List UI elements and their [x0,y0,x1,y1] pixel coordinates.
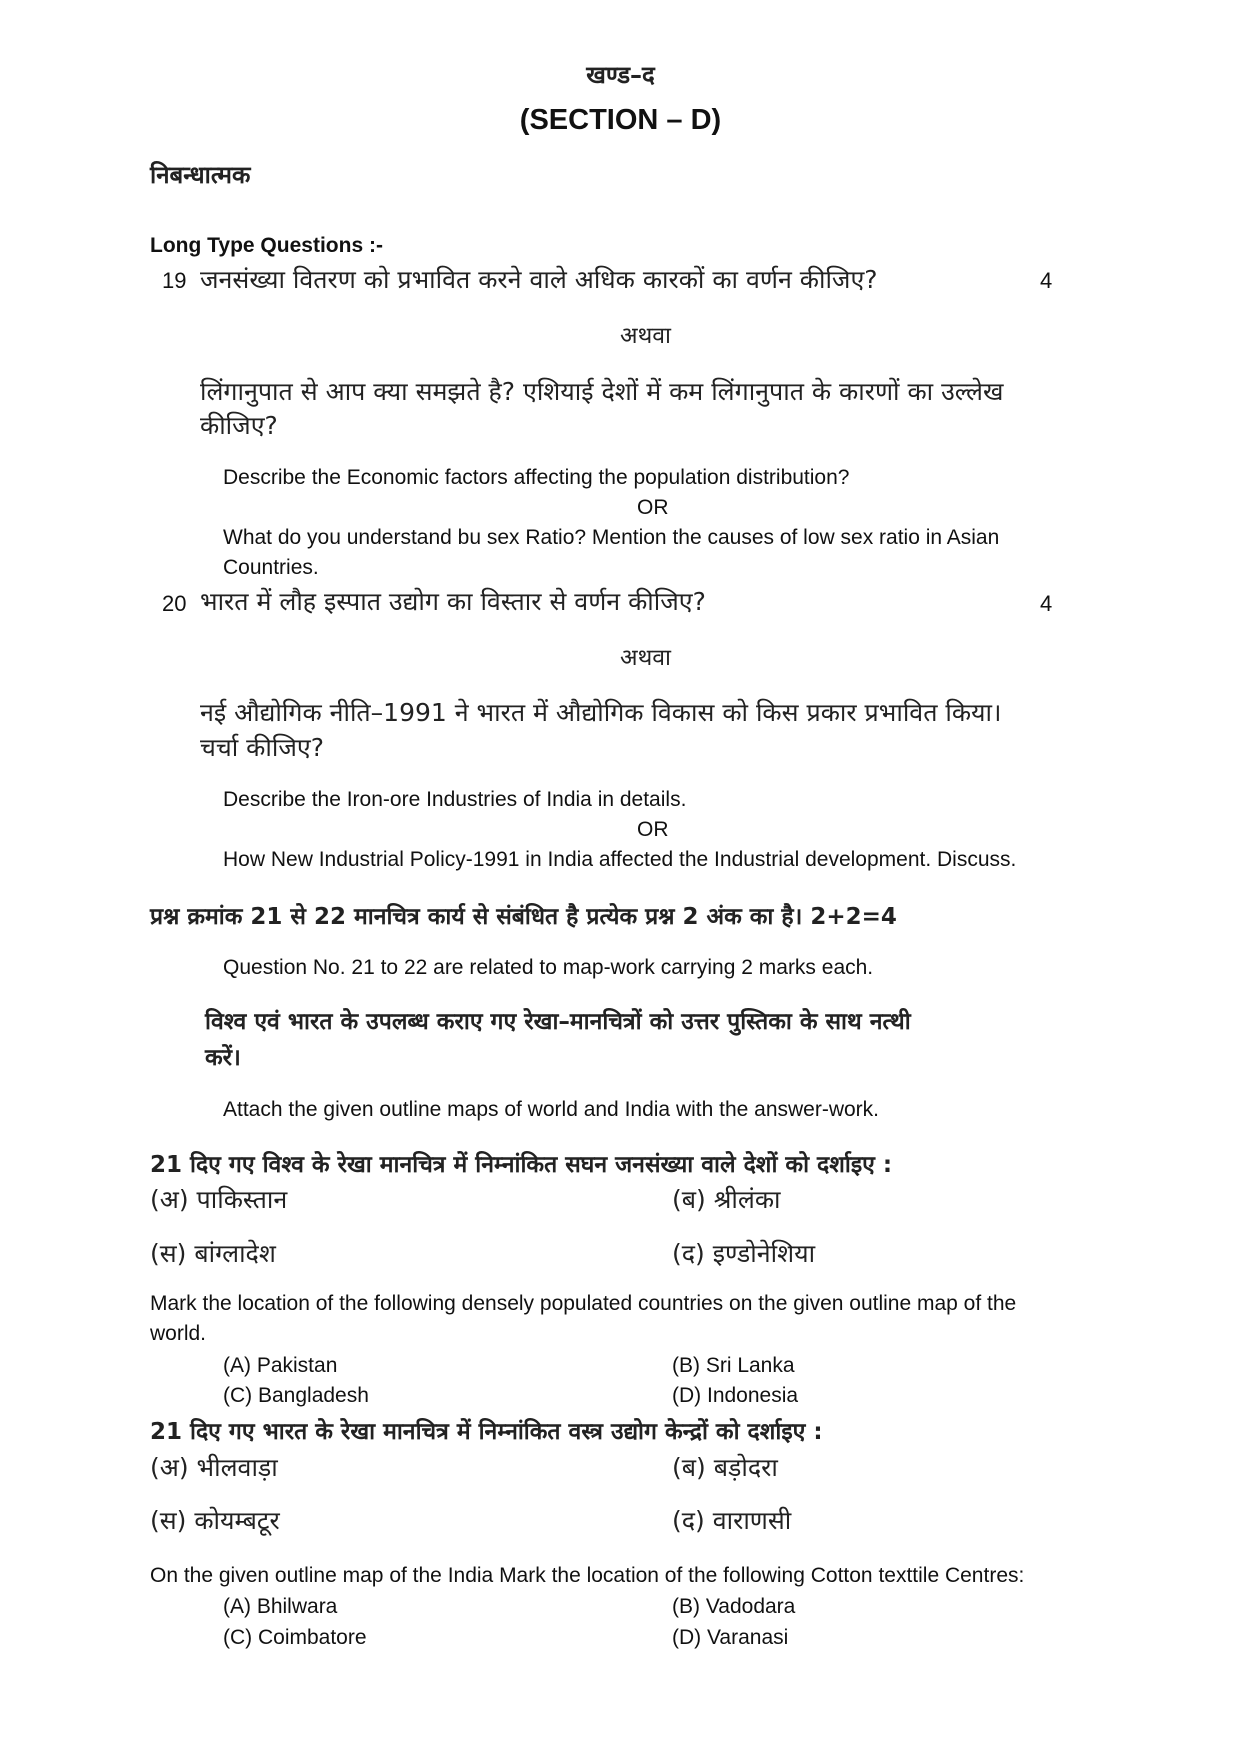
q20-or-english: OR [637,818,669,841]
section-title-english: (SECTION – D) [519,104,722,136]
question-type-english: Long Type Questions :- [150,234,383,257]
q21-india-option-a-english: (A) Bhilwara [223,1595,338,1618]
q21-world-option-d-english: (D) Indonesia [672,1384,799,1407]
q19-english: Describe the Economic factors affecting the population distribution? [223,466,850,489]
q21-india-option-b-hindi: (ब) बड़ोदरा [672,1453,778,1482]
q19-alt-english-line2: Countries. [223,556,319,579]
q20-alt-hindi-line2: चर्चा कीजिए? [200,733,324,762]
q21-world-option-b-hindi: (ब) श्रीलंका [672,1185,781,1214]
q21-india-option-a-hindi: (अ) भीलवाड़ा [150,1453,278,1482]
q21-world-english-line1: Mark the location of the following densely populated countries on the given outline map of the [150,1292,1017,1315]
attach-english: Attach the given outline maps of world and India with the answer-work. [223,1098,880,1121]
q21-world-option-a-hindi: (अ) पाकिस्तान [150,1185,288,1214]
attach-hindi-line2: करें। [205,1045,241,1071]
q21-world-option-b-english: (B) Sri Lanka [672,1354,795,1377]
q21-world-option-a-english: (A) Pakistan [223,1354,338,1377]
q20-english: Describe the Iron-ore Industries of India in details. [223,788,687,811]
q19-alt-hindi-line2: कीजिए? [200,411,278,440]
section-title-hindi: खण्ड–द [586,61,655,89]
q19-or-english: OR [637,496,669,519]
q21-india-hindi: 21 दिए गए भारत के रेखा मानचित्र में निम्नांकित वस्त्र उद्योग केन्द्रों को दर्शाइए : [150,1419,823,1445]
attach-hindi-line1: विश्व एवं भारत के उपलब्ध कराए गए रेखा–मानचित्रों को उत्तर पुस्तिका के साथ नत्थी [205,1009,911,1035]
q20-number: 20 [162,591,187,616]
q21-world-option-d-hindi: (द) इण्डोनेशिया [672,1239,816,1268]
q19-number: 19 [162,268,187,293]
q20-or-hindi: अथवा [620,645,672,671]
q21-india-english: On the given outline map of the India Mark the location of the following Cotton texttile Centres: [150,1564,1025,1587]
q21-india-option-b-english: (B) Vadodara [672,1595,796,1618]
map-section-hindi: प्रश्न क्रमांक 21 से 22 मानचित्र कार्य से संबंधित है प्रत्येक प्रश्न 2 अंक का है। 2+2=4 [150,904,897,930]
q19-alt-english-line1: What do you understand bu sex Ratio? Mention the causes of low sex ratio in Asian [223,526,1000,549]
q21-india-option-d-english: (D) Varanasi [672,1626,789,1649]
q21-india-option-c-english: (C) Coimbatore [223,1626,367,1649]
q21-world-english-line2: world. [150,1322,207,1345]
q19-marks: 4 [1040,268,1053,293]
question-type-hindi: निबन्धात्मक [150,161,251,189]
q19-alt-hindi-line1: लिंगानुपात से आप क्या समझते है? एशियाई देशों में कम लिंगानुपात के कारणों का उल्लेख [200,377,1004,406]
q21-world-option-c-english: (C) Bangladesh [223,1384,369,1407]
q20-marks: 4 [1040,591,1053,616]
q21-world-hindi: 21 दिए गए विश्व के रेखा मानचित्र में निम्नांकित सघन जनसंख्या वाले देशों को दर्शाइए : [150,1152,893,1178]
map-section-english: Question No. 21 to 22 are related to map-work carrying 2 marks each. [223,956,874,979]
q20-alt-english: How New Industrial Policy-1991 in India affected the Industrial development. Discuss. [223,848,1017,871]
q21-world-option-c-hindi: (स) बांग्लादेश [150,1239,276,1268]
q19-hindi: जनसंख्या वितरण को प्रभावित करने वाले अधिक कारकों का वर्णन कीजिए? [200,265,878,294]
q20-alt-hindi-line1: नई औद्योगिक नीति–1991 ने भारत में औद्योगिक विकास को किस प्रकार प्रभावित किया। [200,698,1002,727]
q20-hindi: भारत में लौह इस्पात उद्योग का विस्तार से वर्णन कीजिए? [200,587,706,616]
q19-or-hindi: अथवा [620,323,672,349]
q21-india-option-c-hindi: (स) कोयम्बटूर [150,1506,280,1535]
q21-india-option-d-hindi: (द) वाराणसी [672,1506,792,1535]
